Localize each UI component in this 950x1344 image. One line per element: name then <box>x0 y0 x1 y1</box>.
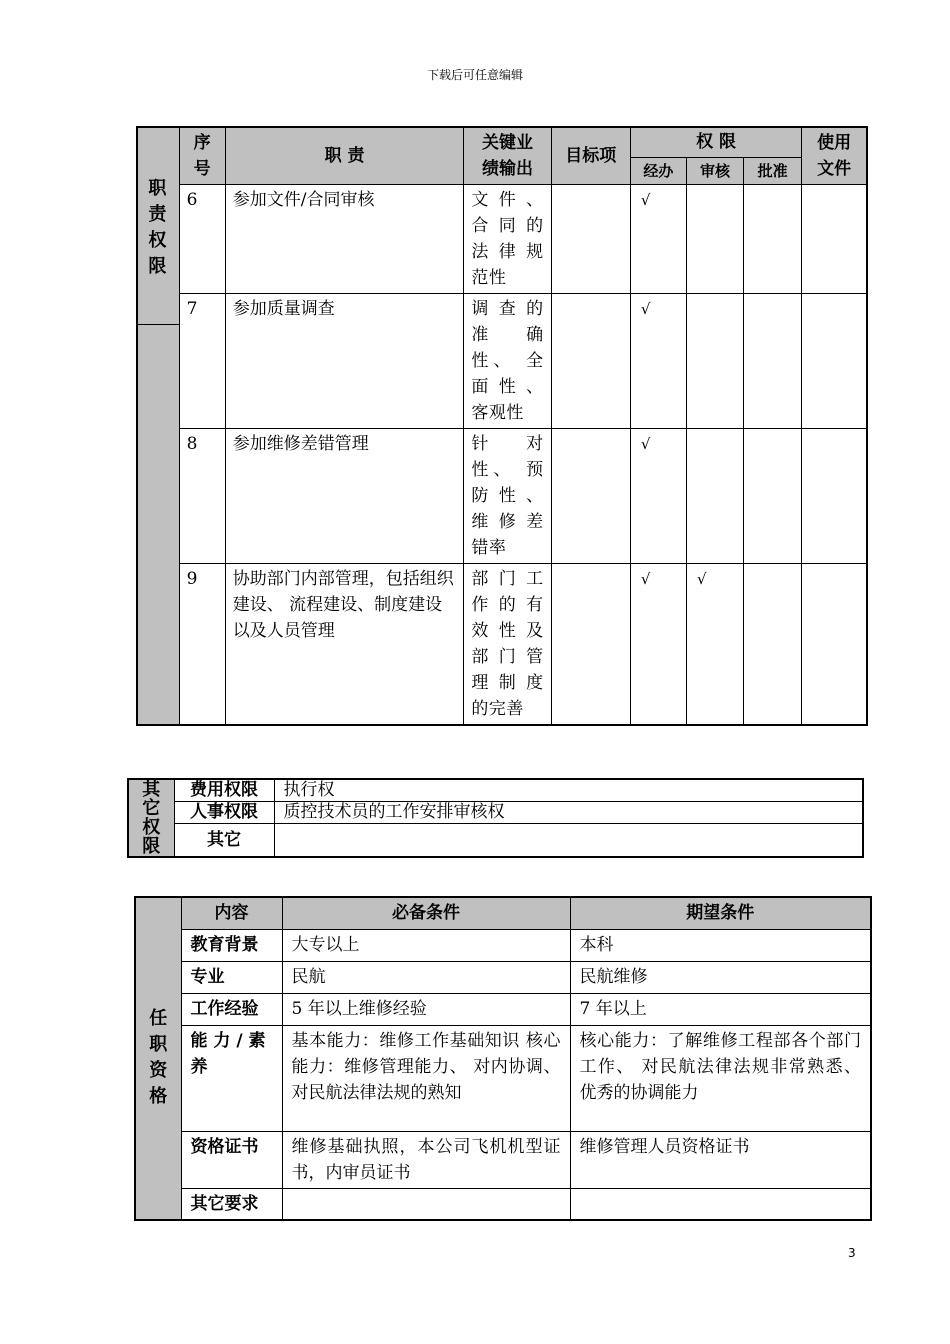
table-row <box>135 1188 871 1220</box>
row-desired: 本科 <box>570 929 871 961</box>
col-review: 审核 <box>686 157 743 184</box>
col-seq: 序号 <box>179 127 225 184</box>
row-approve-check <box>744 293 802 428</box>
row-handle-check: √ <box>630 563 686 725</box>
row-required <box>282 1188 570 1220</box>
table-row <box>137 428 867 563</box>
table-row <box>135 1131 871 1188</box>
other-authority-side-label: 其它权限 <box>142 779 161 857</box>
row-docs <box>802 293 867 428</box>
row-desired: 民航维修 <box>570 961 871 993</box>
page-header: 下载后可任意编辑 <box>426 68 523 82</box>
row-review-check: √ <box>686 563 743 725</box>
col-content: 内容 <box>181 897 282 929</box>
row-review-check <box>686 293 743 428</box>
col-target: 目标项 <box>551 127 630 184</box>
duties-side-label: 职责权限 <box>148 178 167 277</box>
col-approve: 批准 <box>744 157 802 184</box>
col-desired: 期望条件 <box>570 897 871 929</box>
value-personnel-authority: 质控技术员的工作安排审核权 <box>274 801 863 823</box>
other-authority-table <box>127 778 864 858</box>
row-required: 5 年以上维修经验 <box>282 993 570 1025</box>
qualifications-side-label: 任职资格 <box>149 1008 168 1108</box>
row-handle-check: √ <box>630 184 686 293</box>
col-kpi: 关键业绩输出 <box>464 127 551 184</box>
row-label: 专业 <box>181 961 282 993</box>
row-seq: 6 <box>179 184 225 293</box>
row-review-check <box>686 184 743 293</box>
col-authority: 权 限 <box>630 127 801 157</box>
row-target <box>551 563 630 725</box>
col-handle: 经办 <box>630 157 686 184</box>
value-other <box>274 823 863 857</box>
row-label: 其它要求 <box>181 1188 282 1220</box>
label-personnel-authority: 人事权限 <box>174 801 274 823</box>
row-docs <box>802 563 867 725</box>
row-docs <box>802 184 867 293</box>
row-handle-check: √ <box>630 293 686 428</box>
row-duty: 参加文件/合同审核 <box>225 184 464 293</box>
row-docs <box>802 428 867 563</box>
value-expense-authority: 执行权 <box>274 779 863 801</box>
table-row <box>137 563 867 725</box>
row-seq: 9 <box>179 563 225 725</box>
row-label: 能 力 / 素 养 <box>181 1025 282 1131</box>
label-other: 其它 <box>174 823 274 857</box>
row-label: 资格证书 <box>181 1131 282 1188</box>
duties-table <box>136 126 868 726</box>
row-target <box>551 293 630 428</box>
duties-side-label-cell <box>137 127 179 725</box>
label-expense-authority: 费用权限 <box>174 779 274 801</box>
col-docs: 使用文件 <box>802 127 867 184</box>
page-number: 3 <box>848 1246 856 1260</box>
row-review-check <box>686 428 743 563</box>
row-desired: 维修管理人员资格证书 <box>570 1131 871 1188</box>
row-kpi: 针 对性、 预防 性 、维 修 差错率 <box>464 428 551 563</box>
row-seq: 7 <box>179 293 225 428</box>
row-approve-check <box>744 428 802 563</box>
col-required: 必备条件 <box>282 897 570 929</box>
qualifications-side-label-cell <box>135 897 181 1220</box>
row-target <box>551 184 630 293</box>
row-target <box>551 428 630 563</box>
row-desired: 7 年以上 <box>570 993 871 1025</box>
table-row <box>135 1025 871 1131</box>
row-kpi: 调 查 的准 确性、 全面 性 、客观性 <box>464 293 551 428</box>
row-label: 教育背景 <box>181 929 282 961</box>
table-row <box>137 293 867 428</box>
row-kpi: 部 门 工作 的 有效 性 及部 门 管理 制 度的完善 <box>464 563 551 725</box>
table-row <box>137 184 867 293</box>
row-duty: 参加质量调查 <box>225 293 464 428</box>
table-row <box>135 961 871 993</box>
row-duty: 参加维修差错管理 <box>225 428 464 563</box>
col-duty: 职 责 <box>225 127 464 184</box>
row-required: 民航 <box>282 961 570 993</box>
row-desired <box>570 1188 871 1220</box>
row-required: 大专以上 <box>282 929 570 961</box>
row-duty: 协助部门内部管理，包括组织建设、 流程建设、制度建设以及人员管理 <box>225 563 464 725</box>
side-divider <box>138 324 179 325</box>
row-approve-check <box>744 563 802 725</box>
row-desired: 核心能力：了解维修工程部各个部门工作、 对民航法律法规非常熟悉、 优秀的协调能力 <box>570 1025 871 1131</box>
row-kpi: 文 件 、合 同 的法 律 规范性 <box>464 184 551 293</box>
row-approve-check <box>744 184 802 293</box>
row-required: 维修基础执照，本公司飞机机型证书，内审员证书 <box>282 1131 570 1188</box>
table-row <box>135 993 871 1025</box>
other-authority-side-label-cell <box>128 779 174 857</box>
table-row <box>135 929 871 961</box>
row-handle-check: √ <box>630 428 686 563</box>
row-required: 基本能力：维修工作基础知识 核心能力：维修管理能力、 对内协调、 对民航法律法规的熟知 <box>282 1025 570 1131</box>
qualifications-table <box>134 896 872 1221</box>
row-seq: 8 <box>179 428 225 563</box>
row-label: 工作经验 <box>181 993 282 1025</box>
